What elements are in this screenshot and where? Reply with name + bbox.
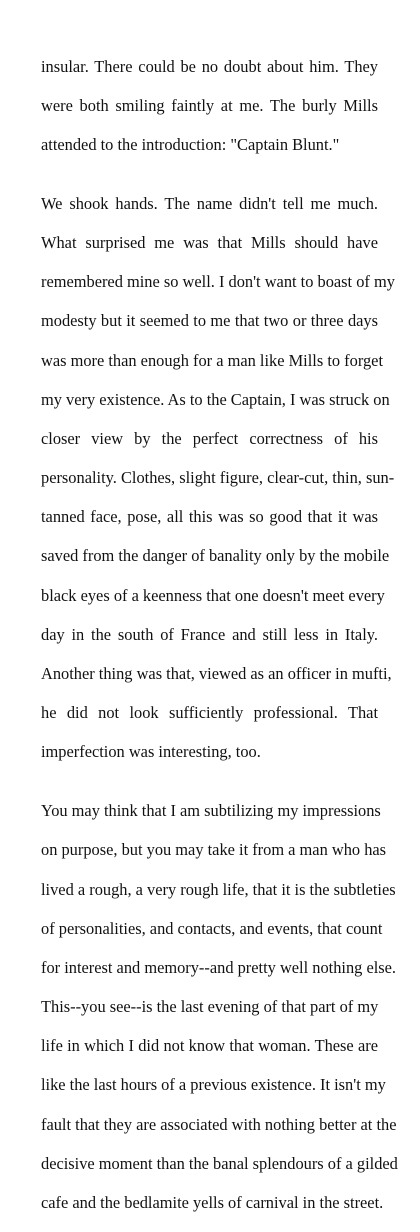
text-line: on purpose, but you may take it from a man who has	[41, 840, 387, 860]
text-line: imperfection was interesting, too.	[41, 742, 261, 762]
text-line: was more than enough for a man like Mills to forget	[41, 350, 384, 370]
text-line: This--you see--is the last evening of that part of my	[41, 997, 379, 1017]
text-line: like the last hours of a previous existence. It isn't my	[41, 1075, 386, 1095]
paragraph-captain-description	[41, 174, 395, 781]
text-line: decisive moment than the banal splendours of a gilded	[41, 1153, 398, 1173]
text-line: of personalities, and contacts, and events, that count	[41, 918, 383, 938]
document-page	[41, 37, 398, 1232]
text-line: were both smiling faintly at me. The burly Mills	[41, 95, 378, 115]
text-line: tanned face, pose, all this was so good that it was	[41, 507, 378, 527]
text-line: You may think that I am subtilizing my impressions	[41, 801, 381, 821]
text-line: We shook hands. The name didn't tell me much.	[41, 193, 378, 213]
text-line: lived a rough, a very rough life, that it is the subtleties	[41, 879, 396, 899]
text-line: insular. There could be no doubt about him. They	[41, 56, 378, 76]
text-line: attended to the introduction: "Captain Blunt."	[41, 134, 340, 154]
text-line: modesty but it seemed to me that two or three days	[41, 311, 378, 331]
text-line: day in the south of France and still less in Italy.	[41, 624, 378, 644]
paragraph-introduction	[41, 37, 378, 174]
text-line: my very existence. As to the Captain, I was struck on	[41, 389, 390, 409]
text-line: he did not look sufficiently professional. That	[41, 703, 378, 723]
text-line: remembered mine so well. I don't want to boast of my	[41, 272, 395, 292]
text-line: Another thing was that, viewed as an officer in mufti,	[41, 664, 392, 683]
text-line: black eyes of a keenness that one doesn't meet every	[41, 585, 385, 605]
text-line: life in which I did not know that woman. These are	[41, 1036, 378, 1056]
text-line: fault that they are associated with nothing better at the	[41, 1114, 397, 1134]
text-line: What surprised me was that Mills should have	[41, 232, 378, 252]
text-line: for interest and memory--and pretty well nothing else.	[41, 957, 397, 977]
paragraph-subtilizing	[41, 782, 398, 1232]
text-line: cafe and the bedlamite yells of carnival in the street.	[41, 1193, 384, 1213]
text-line: saved from the danger of banality only by the mobile	[41, 546, 390, 566]
text-line: personality. Clothes, slight figure, clear-cut, thin, sun-	[41, 468, 395, 488]
text-line: closer view by the perfect correctness of his	[41, 428, 378, 448]
